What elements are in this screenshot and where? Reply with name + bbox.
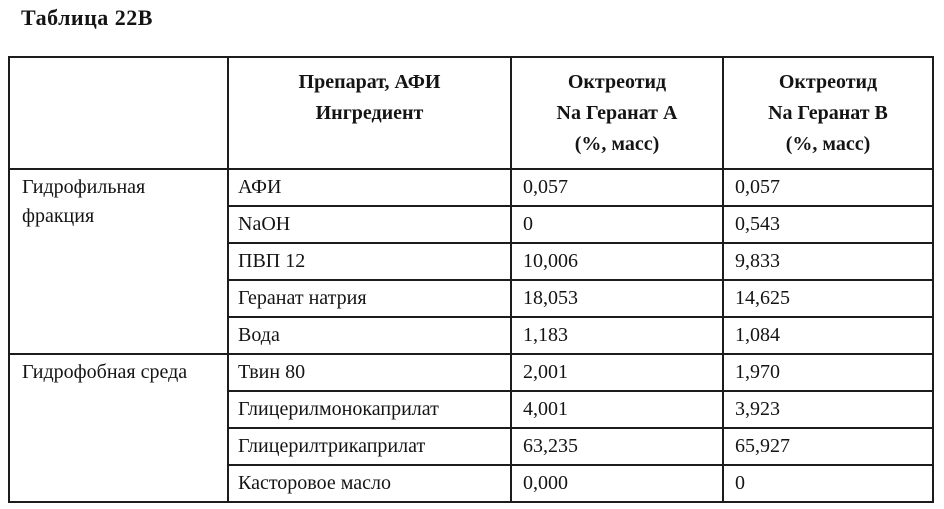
header-ingredient-line1: Препарат, АФИ xyxy=(298,71,441,93)
ingredient-cell: Твин 80 xyxy=(228,354,511,391)
group-label-cell: Гидрофильная фракция xyxy=(9,169,228,354)
header-a-line3: (%, масс) xyxy=(574,133,660,155)
value-b-cell: 1,084 xyxy=(723,317,933,354)
header-cell-octreotide-b xyxy=(723,57,933,169)
header-b-line1: Октреотид xyxy=(778,71,878,93)
ingredient-cell: Глицерилмонокаприлат xyxy=(228,391,511,428)
ingredient-cell: ПВП 12 xyxy=(228,243,511,280)
value-b-cell: 65,927 xyxy=(723,428,933,465)
value-a-cell: 2,001 xyxy=(511,354,723,391)
value-a-cell: 1,183 xyxy=(511,317,723,354)
table-row xyxy=(9,354,933,391)
header-a-line2: Na Геранат A xyxy=(556,102,678,124)
value-b-cell: 0,057 xyxy=(723,169,933,206)
composition-table xyxy=(8,56,934,503)
table-header xyxy=(9,57,933,169)
ingredient-cell: Вода xyxy=(228,317,511,354)
group-label-cell: Гидрофобная среда xyxy=(9,354,228,502)
value-a-cell: 0,057 xyxy=(511,169,723,206)
header-ingredient-line2: Ингредиент xyxy=(315,102,424,124)
value-a-cell: 10,006 xyxy=(511,243,723,280)
value-b-cell: 0 xyxy=(723,465,933,502)
header-b-line2: Na Геранат B xyxy=(768,102,888,124)
header-cell-group xyxy=(9,57,228,169)
value-a-cell: 4,001 xyxy=(511,391,723,428)
ingredient-cell: NaOH xyxy=(228,206,511,243)
ingredient-cell: Геранат натрия xyxy=(228,280,511,317)
value-b-cell: 1,970 xyxy=(723,354,933,391)
value-b-cell: 14,625 xyxy=(723,280,933,317)
ingredient-cell: АФИ xyxy=(228,169,511,206)
value-a-cell: 0,000 xyxy=(511,465,723,502)
value-b-cell: 0,543 xyxy=(723,206,933,243)
ingredient-cell: Глицерилтрикаприлат xyxy=(228,428,511,465)
header-cell-ingredient xyxy=(228,57,511,169)
value-a-cell: 0 xyxy=(511,206,723,243)
header-b-line3: (%, масс) xyxy=(785,133,871,155)
value-b-cell: 3,923 xyxy=(723,391,933,428)
header-cell-octreotide-a xyxy=(511,57,723,169)
value-a-cell: 18,053 xyxy=(511,280,723,317)
header-a-line1: Октреотид xyxy=(567,71,667,93)
table-row xyxy=(9,169,933,206)
header-row xyxy=(9,57,933,169)
table-body xyxy=(9,169,933,502)
ingredient-cell: Касторовое масло xyxy=(228,465,511,502)
value-a-cell: 63,235 xyxy=(511,428,723,465)
value-b-cell: 9,833 xyxy=(723,243,933,280)
table-caption: Таблица 22В xyxy=(21,5,153,30)
